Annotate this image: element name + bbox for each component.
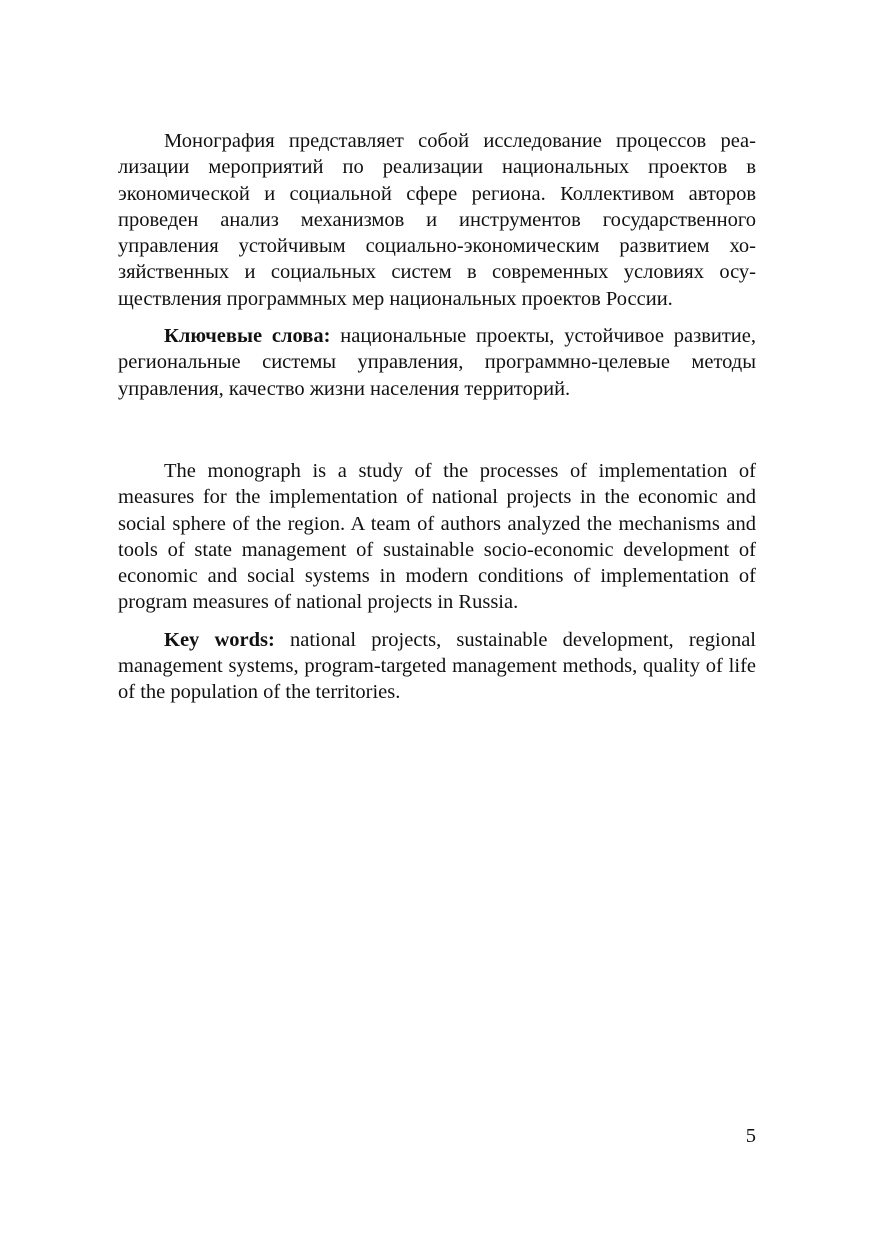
english-keywords-label: Key words: — [164, 628, 275, 651]
english-abstract-paragraph: The monograph is a study of the processes of implementation of measures for the implementation of national projects in the economic and social sphere of the region. A team of authors analyzed the mechanisms and tools of state management of sustainable socio-economic development of economic and social systems in modern conditions of implementation of program measures of national projects in Russia. — [118, 460, 756, 614]
russian-abstract-section — [118, 128, 756, 402]
english-keywords-paragraph — [118, 627, 756, 706]
page-number: 5 — [745, 1125, 756, 1147]
russian-keywords-paragraph — [118, 323, 756, 402]
russian-keywords-label: Ключевые слова: — [164, 325, 331, 348]
english-keywords-text: national projects, sustainable development, regional management systems, program-targeted management methods, quality of life of the population of the territories. — [118, 628, 756, 704]
russian-abstract-paragraph: Монография представляет собой исследование процессов реализации мероприятий по реализации национальных проектов в экономической и социальной сфере региона. Коллективом авторов проведен анализ механизмов и инструментов государственного управления устойчивым социально-экономическим развитием хозяйственных и социальных систем в современных условиях осуществления программных мер национальных проектов России. — [118, 130, 756, 310]
english-abstract-section — [118, 458, 756, 706]
russian-keywords-text: национальные проекты, устойчивое развитие, региональные системы управления, программно-целевые методы управления, качество жизни населения территорий. — [118, 325, 757, 400]
